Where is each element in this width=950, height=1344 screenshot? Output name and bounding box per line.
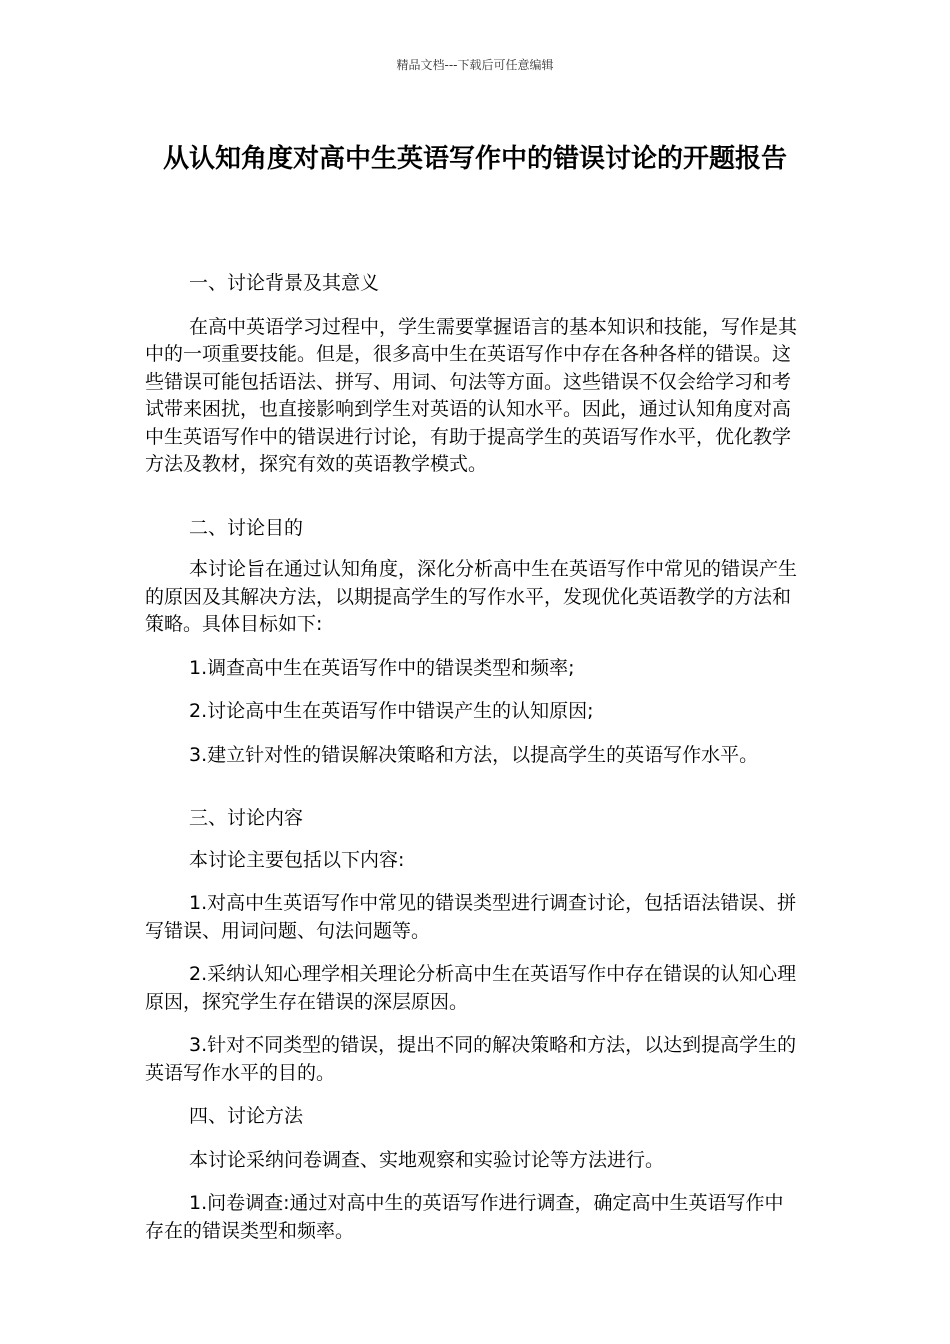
- document-title: 从认知角度对高中生英语写作中的错误讨论的开题报告: [162, 144, 787, 174]
- paragraph: 本讨论主要包括以下内容:: [189, 848, 405, 871]
- section-heading: 三、讨论内容: [189, 807, 304, 829]
- list-item: 1.调查高中生在英语写作中的错误类型和频率;: [189, 656, 575, 679]
- page-header: 精品文档---下载后可任意编辑: [396, 58, 554, 72]
- list-item: 1.对高中生英语写作中常见的错误类型进行调查讨论，包括语法错误、拼写错误、用词问题、句法问题等。: [145, 892, 797, 942]
- paragraph: 本讨论采纳问卷调查、实地观察和实验讨论等方法进行。: [189, 1148, 665, 1171]
- section-heading: 四、讨论方法: [189, 1105, 304, 1127]
- document-body: [145, 270, 797, 1245]
- paragraph: 本讨论旨在通过认知角度，深化分析高中生在英语写作中常见的错误产生的原因及其解决方法，以期提高学生的写作水平，发现优化英语教学的方法和策略。具体目标如下:: [145, 558, 798, 635]
- section-heading: 一、讨论背景及其意义: [189, 272, 380, 294]
- paragraph: 在高中英语学习过程中，学生需要掌握语言的基本知识和技能，写作是其中的一项重要技能。但是，很多高中生在英语写作中存在各种各样的错误。这些错误可能包括语法、拼写、用词、句法等方面。这些错误不仅会给学习和考试带来困扰，也直接影响到学生对英语的认知水平。因此，通过认知角度对高中生英语写作中的错误进行讨论，有助于提高学生的英语写作水平，优化教学方法及教材，探究有效的英语教学模式。: [145, 315, 798, 475]
- list-item: 3.建立针对性的错误解决策略和方法，以提高学生的英语写作水平。: [189, 743, 759, 766]
- list-item: 2.采纳认知心理学相关理论分析高中生在英语写作中存在错误的认知心理原因，探究学生存在错误的深层原因。: [145, 963, 797, 1013]
- list-item: 1.问卷调查:通过对高中生的英语写作进行调查，确定高中生英语写作中存在的错误类型和频率。: [145, 1192, 784, 1242]
- section-heading: 二、讨论目的: [189, 516, 304, 539]
- list-item: 3.针对不同类型的错误，提出不同的解决策略和方法，以达到提高学生的英语写作水平的目的。: [145, 1034, 797, 1084]
- list-item: 2.讨论高中生在英语写作中错误产生的认知原因;: [189, 700, 594, 722]
